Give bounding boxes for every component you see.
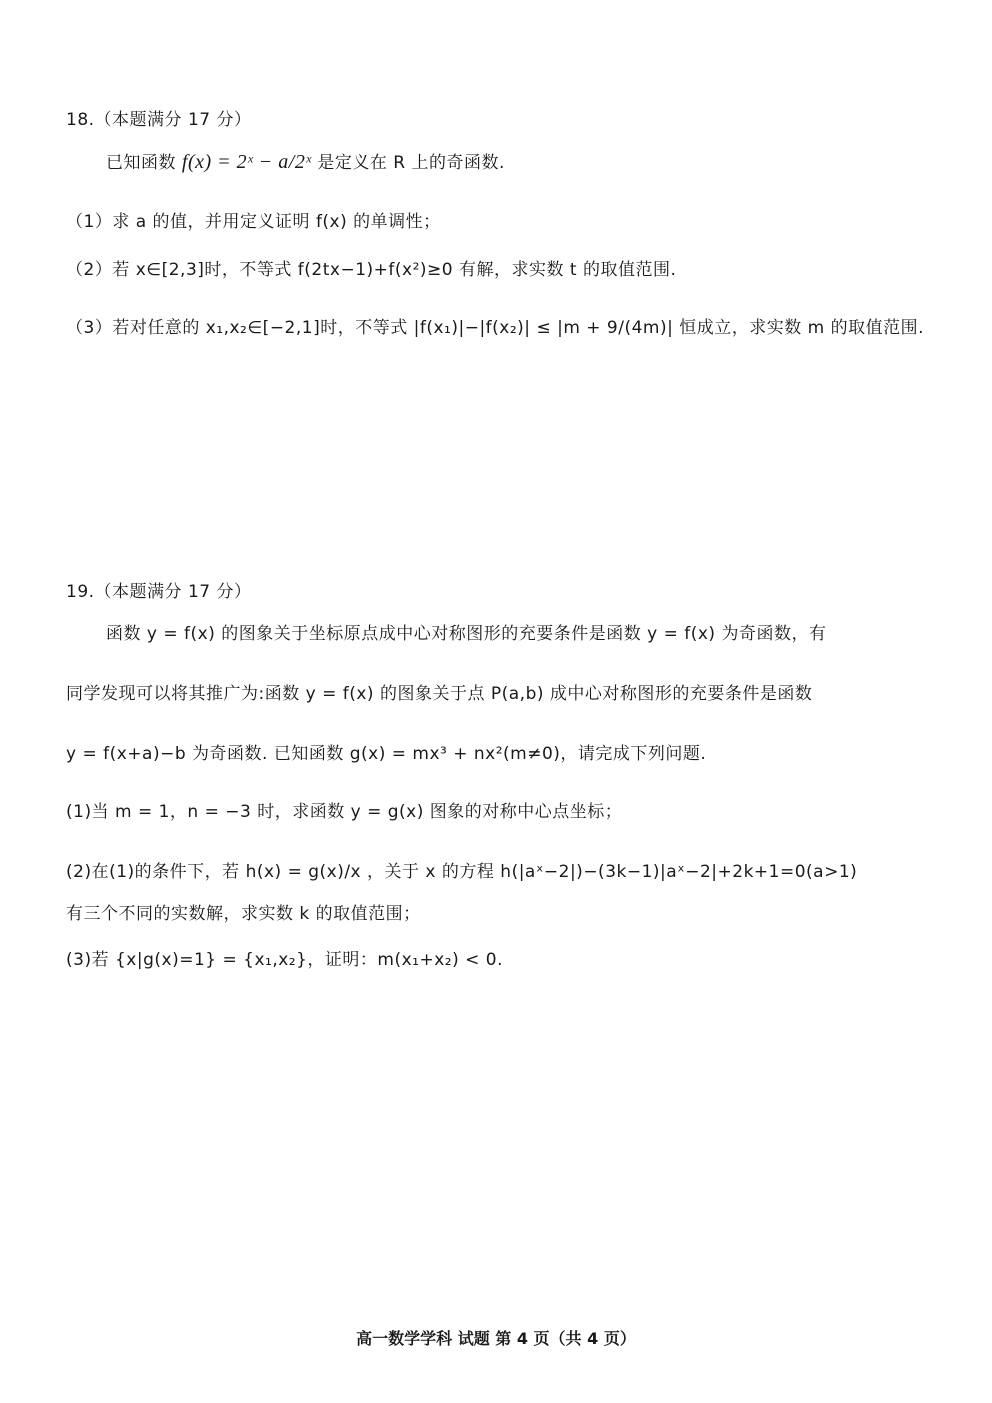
q18-part2: （2）若 x∈[2,3]时，不等式 f(2tx−1)+f(x²)≥0 有解，求实数 t 的取值范围.	[66, 260, 677, 280]
q19-para1: 函数 y = f(x) 的图象关于坐标原点成中心对称图形的充要条件是函数 y = f(x) 为奇函数，有	[106, 624, 827, 644]
q18-stem-formula: f(x) = 2ˣ − a/2ˣ	[181, 151, 312, 173]
q18-stem	[106, 148, 505, 177]
q19-part2-line2: 有三个不同的实数解，求实数 k 的取值范围；	[66, 904, 421, 924]
page-footer: 高一数学学科 试题 第 4 页（共 4 页）	[356, 1329, 636, 1348]
q18-header: 18.（本题满分 17 分）	[66, 110, 252, 130]
q19-para3: y = f(x+a)−b 为奇函数. 已知函数 g(x) = mx³ + nx²(m≠0)，请完成下列问题.	[66, 744, 707, 764]
q19-part2-line1: (2)在(1)的条件下，若 h(x) = g(x)/x ，关于 x 的方程 h(|aˣ−2|)−(3k−1)|aˣ−2|+2k+1=0(a>1)	[66, 862, 858, 882]
q19-header: 19.（本题满分 17 分）	[66, 582, 252, 602]
q19-para2: 同学发现可以将其推广为:函数 y = f(x) 的图象关于点 P(a,b) 成中心对称图形的充要条件是函数	[66, 684, 813, 704]
q18-stem-prefix: 已知函数	[106, 153, 176, 173]
q18-stem-suffix: 是定义在 R 上的奇函数.	[317, 153, 505, 173]
q19-part3: (3)若 {x|g(x)=1} = {x₁,x₂}，证明：m(x₁+x₂) < 0.	[66, 950, 504, 970]
q18-part3: （3）若对任意的 x₁,x₂∈[−2,1]时，不等式 |f(x₁)|−|f(x₂)| ≤ |m + 9/(4m)| 恒成立，求实数 m 的取值范围.	[66, 318, 925, 338]
q18-part1: （1）求 a 的值，并用定义证明 f(x) 的单调性；	[66, 212, 441, 232]
q19-part1: (1)当 m = 1，n = −3 时，求函数 y = g(x) 图象的对称中心点坐标；	[66, 802, 623, 822]
